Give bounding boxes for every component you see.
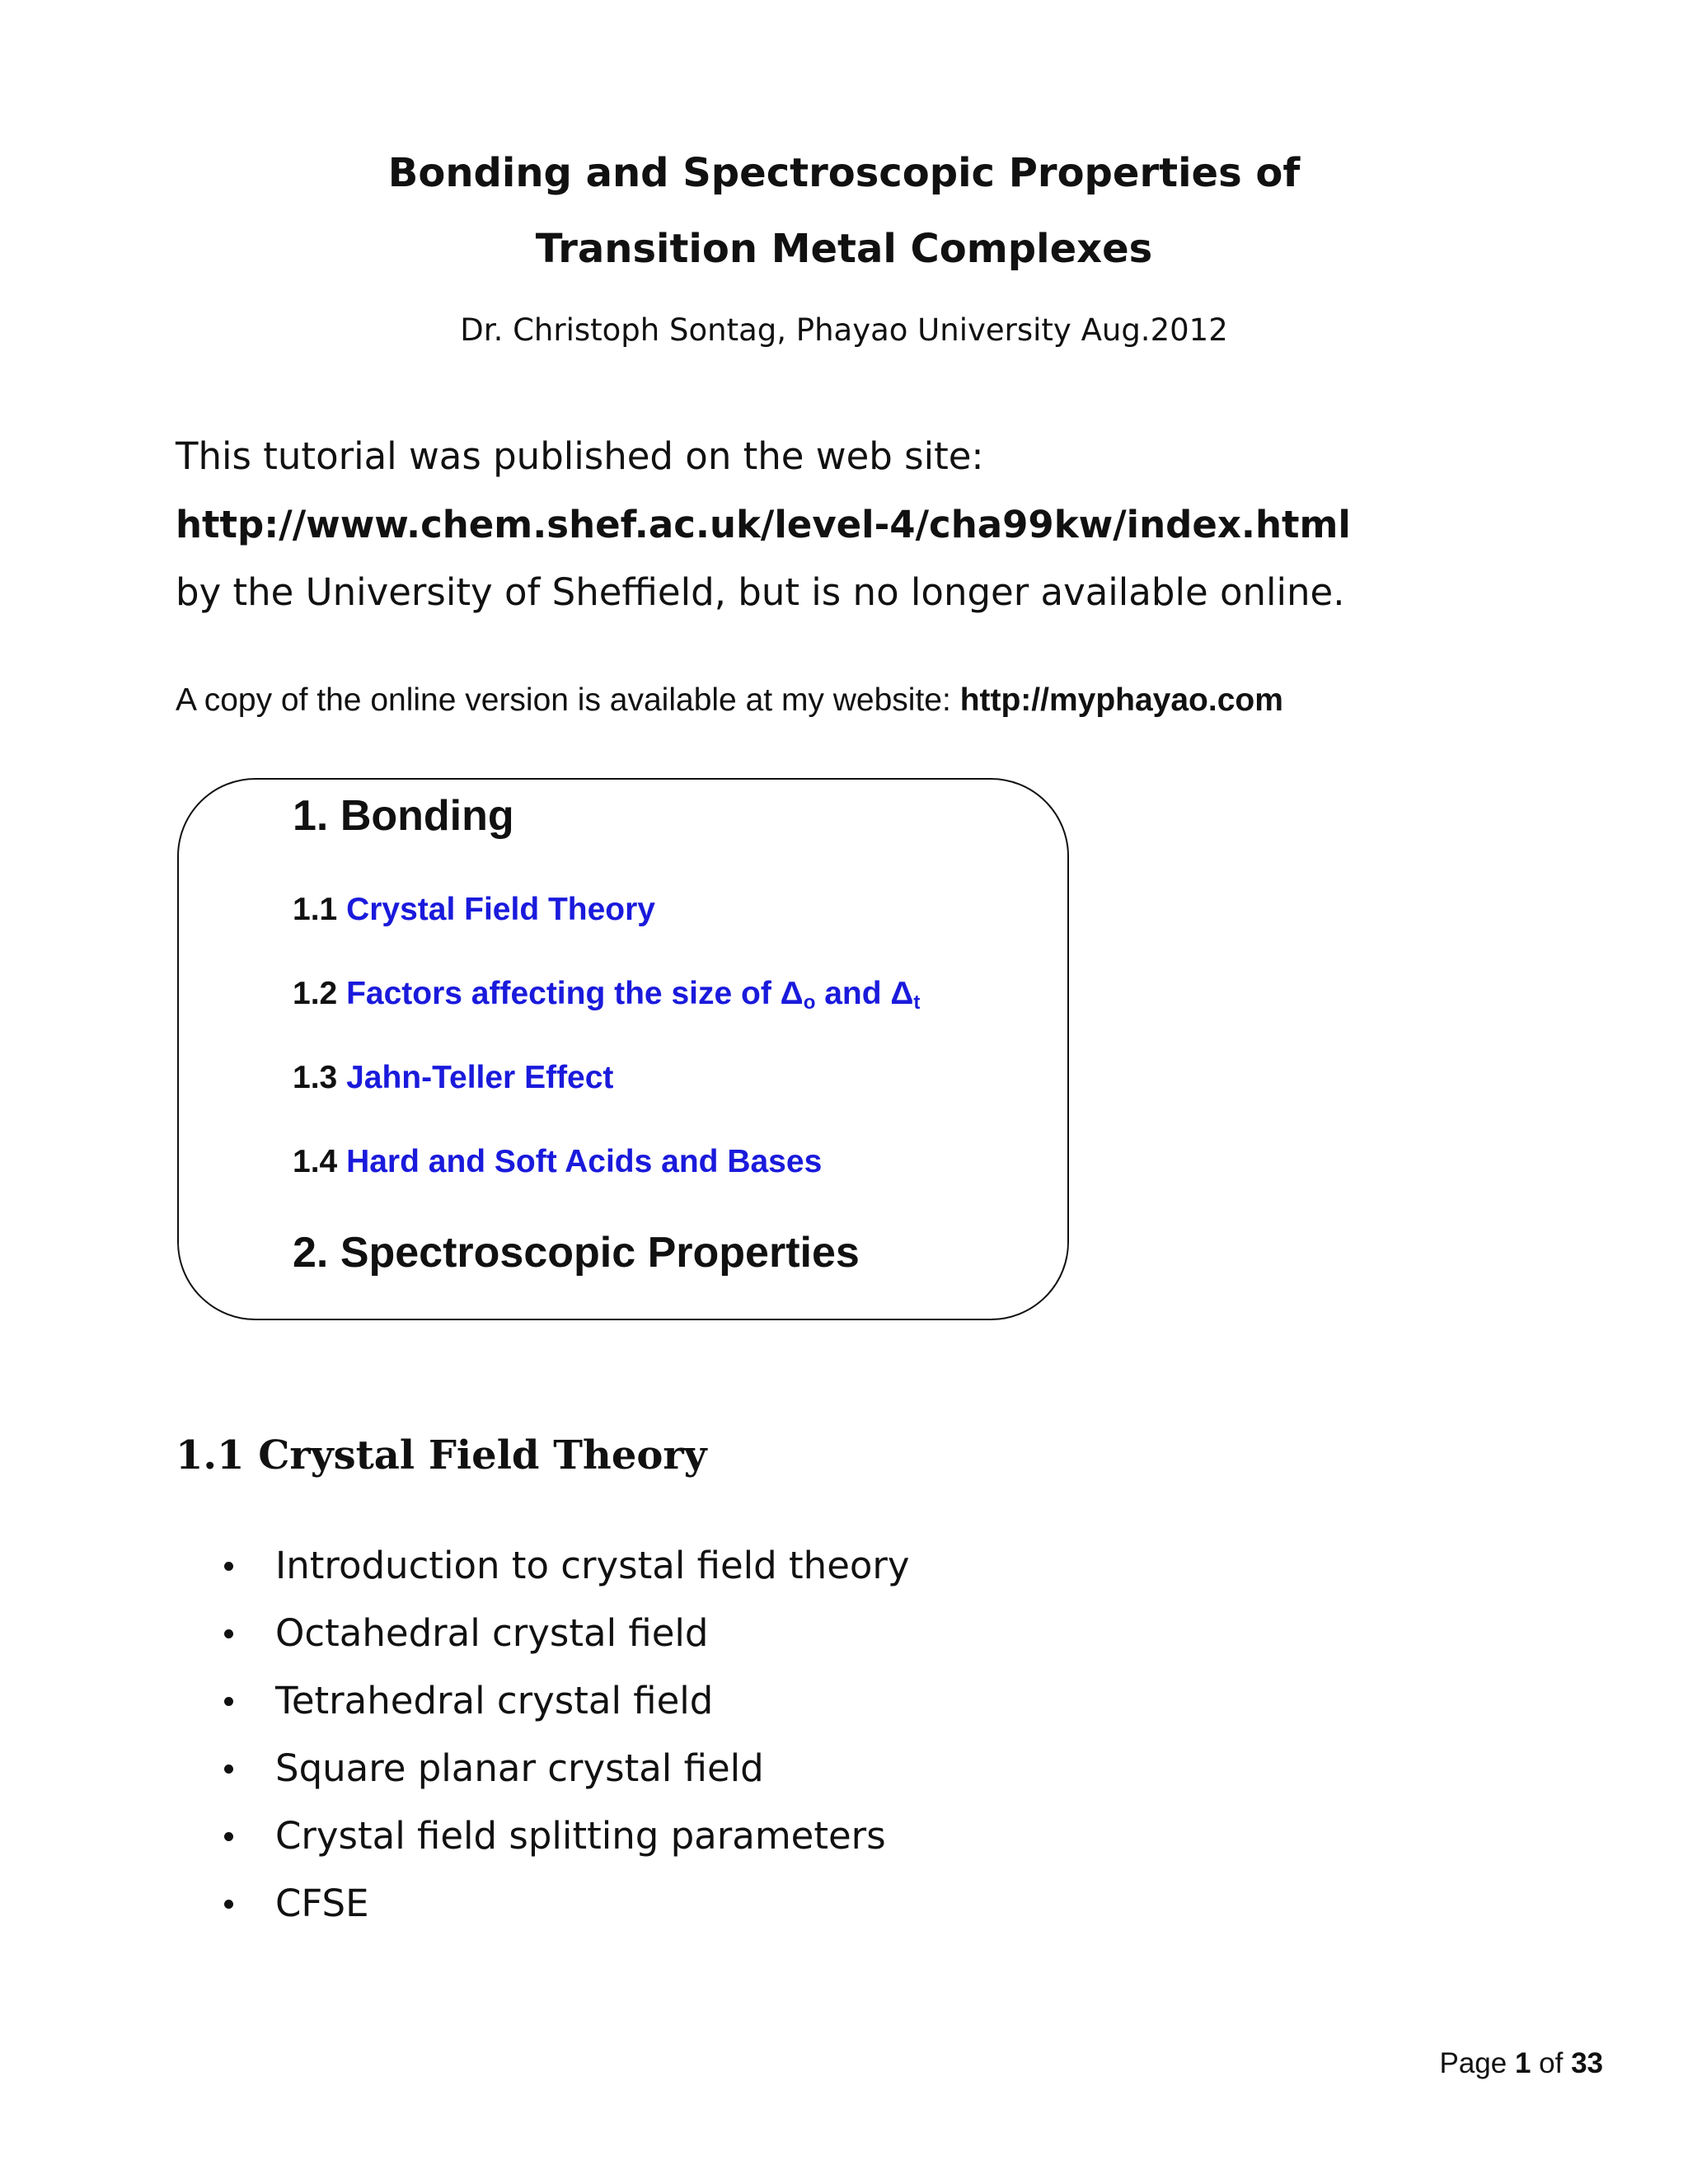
source-url: http://www.chem.shef.ac.uk/level-4/cha99kw/index.html <box>176 503 1351 546</box>
list-item-text: CFSE <box>275 1882 369 1925</box>
list-item-text: Crystal field splitting parameters <box>275 1814 886 1858</box>
toc-heading-spectroscopic: 2. Spectroscopic Properties <box>293 1229 860 1277</box>
toc-item-crystal-field-theory[interactable] <box>293 890 655 930</box>
toc-link-text-and: and Δ <box>815 976 914 1011</box>
copy-text: A copy of the online version is available at my website: <box>176 682 960 718</box>
bullet-icon <box>224 1832 233 1841</box>
list-item-text: Square planar crystal field <box>275 1746 764 1790</box>
bullet-icon <box>224 1697 233 1706</box>
intro-availability-line: by the University of Sheffield, but is no longer available online. <box>176 570 1345 614</box>
toc-item-number: 1.4 <box>293 1144 347 1179</box>
list-item-text: Tetrahedral crystal field <box>275 1679 714 1722</box>
total-pages: 33 <box>1571 2047 1603 2079</box>
toc-link-crystal-field-theory[interactable]: Crystal Field Theory <box>346 892 655 927</box>
list-item <box>216 1543 910 1610</box>
of-label: of <box>1531 2047 1572 2079</box>
page-label: Page <box>1439 2047 1515 2079</box>
toc-item-factors-delta[interactable] <box>293 974 920 1014</box>
author-line: Dr. Christoph Sontag, Phayao University Aug.2012 <box>460 312 1228 348</box>
current-page: 1 <box>1514 2047 1531 2079</box>
toc-link-jahn-teller[interactable]: Jahn-Teller Effect <box>346 1060 614 1095</box>
toc-item-hsab[interactable] <box>293 1142 822 1182</box>
toc-heading-bonding: 1. Bonding <box>293 792 514 840</box>
toc-link-text: Factors affecting the size of Δ <box>346 976 804 1011</box>
document-title-line2: Transition Metal Complexes <box>535 226 1153 272</box>
toc-item-number: 1.2 <box>293 976 347 1011</box>
document-title-line1: Bonding and Spectroscopic Properties of <box>387 150 1301 196</box>
list-item <box>216 1678 910 1746</box>
list-item <box>216 1746 910 1813</box>
toc-link-hsab[interactable]: Hard and Soft Acids and Bases <box>346 1144 823 1179</box>
delta-o-subscript: o <box>803 991 816 1014</box>
toc-item-jahn-teller[interactable] <box>293 1058 613 1098</box>
copy-availability-line <box>176 681 1283 720</box>
toc-item-number: 1.1 <box>293 892 347 927</box>
list-item-text: Introduction to crystal field theory <box>275 1544 910 1587</box>
list-item <box>216 1610 910 1678</box>
bullet-icon <box>224 1562 233 1571</box>
intro-line: This tutorial was published on the web site: <box>176 434 984 478</box>
copy-url: http://myphayao.com <box>959 682 1283 718</box>
toc-link-factors-delta[interactable] <box>346 976 921 1014</box>
list-item-text: Octahedral crystal field <box>275 1611 709 1655</box>
bullet-icon <box>224 1629 233 1638</box>
bullet-icon <box>224 1765 233 1774</box>
bullet-icon <box>224 1900 233 1909</box>
topic-list <box>216 1543 910 1948</box>
toc-item-number: 1.3 <box>293 1060 347 1095</box>
list-item <box>216 1813 910 1881</box>
section-heading: 1.1 Crystal Field Theory <box>176 1432 707 1479</box>
list-item <box>216 1881 910 1948</box>
delta-t-subscript: t <box>913 991 921 1014</box>
page-number <box>1439 2046 1603 2082</box>
